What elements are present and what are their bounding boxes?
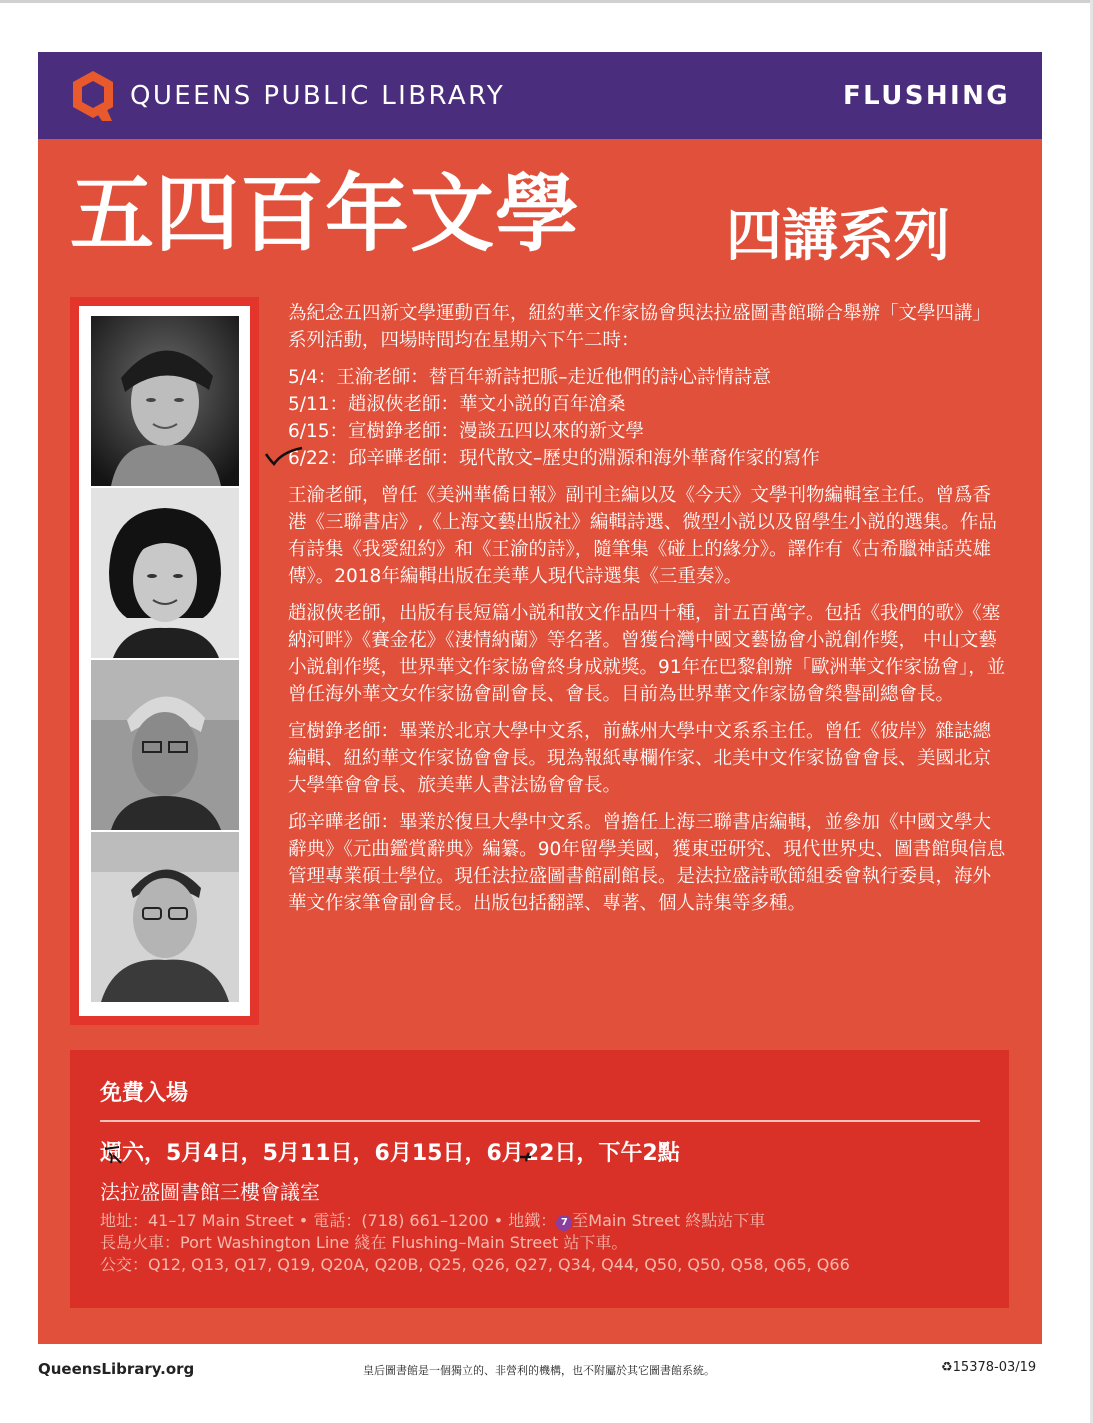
bio-qiu-xinye: 邱辛曄老師：畢業於復旦大學中文系。曾擔任上海三聯書店編輯，並參加《中國文學大辭典》《元曲鑑賞辭典》編纂。90年留學美國，獲東亞研究、現代世界史、圖書館與信息管理專業碩士學位。現任法拉盛圖書館副館長。是法拉盛詩歌節組委會執行委員，海外華文作家筆會副會長。出版包括翻譯、專著、個人詩集等多種。 (288, 812, 1006, 914)
address-block (100, 1210, 850, 1276)
intro-paragraph: 為紀念五四新文學運動百年，紐約華文作家協會與法拉盛圖書館聯合舉辦「文學四講」系列活動，四場時間均在星期六下午二時： (288, 303, 992, 351)
event-info-box (70, 1050, 1009, 1308)
event-dates: 週六，5月4日，5月11日，6月15日，6月22日，下午2點 (100, 1141, 680, 1166)
footer-code: ♻15378-03/19 (941, 1360, 1037, 1375)
subway-line-icon: 7 (556, 1215, 572, 1231)
queens-library-logo-icon (70, 69, 116, 123)
speaker-photo-3 (91, 660, 239, 830)
header-bar (38, 52, 1042, 139)
schedule-item: 6/15：宣樹錚老師：漫談五四以來的新文學 (288, 421, 645, 442)
speaker-photo-column (79, 306, 250, 1016)
speaker-photo-1 (91, 316, 239, 486)
branch-name: FLUSHING (843, 81, 1010, 111)
free-entry-title: 免費入場 (100, 1081, 189, 1106)
schedule-item: 5/11：趙淑俠老師：華文小説的百年滄桑 (288, 394, 626, 415)
schedule-item: 5/4：王渝老師：替百年新詩把脈–走近他們的詩心詩情詩意 (288, 367, 772, 388)
flyer (38, 52, 1042, 1344)
address-line: 地址：41–17 Main Street • 電話：(718) 661–1200 • 地鐵： 7 至Main Street 終點站下車 (100, 1211, 766, 1230)
handwritten-mark-icon (517, 1143, 537, 1165)
footer-disclaimer: 皇后圖書館是一個獨立的、非營利的機構，也不附屬於其它圖書館系統。 (363, 1364, 715, 1377)
bio-wang-yu: 王渝老師，曾任《美洲華僑日報》副刊主編以及《今天》文學刊物編輯室主任。曾爲香港《三聯書店》,《上海文藝出版社》編輯詩選、微型小説以及留學生小説的選集。作品有詩集《我愛紐約》和《王渝的詩》，隨筆集《碰上的緣分》。譯作有《古希臘神話英雄傳》。2018年編輯出版在美華人現代詩選集《三重奏》。 (288, 485, 997, 587)
handwritten-mark-icon (101, 1143, 123, 1165)
bio-zhao-shuxia: 趙淑俠老師，出版有長短篇小説和散文作品四十種，計五百萬字。包括《我們的歌》《塞納河畔》《賽金花》《淒情納蘭》等名著。曾獲台灣中國文藝協會小説創作獎， 中山文藝小説創作獎，世界華文作家協會終身成就獎。91年在巴黎創辦「歐洲華文作家協會」，並曾任海外華文女作家協會副會長、會長。目前為世界華文作家協會榮譽副總會長。 (288, 603, 1006, 705)
library-name: QUEENS PUBLIC LIBRARY (130, 81, 506, 111)
speaker-photo-frame (70, 297, 259, 1025)
sub-title: 四講系列 (726, 204, 950, 269)
handwritten-check-icon (264, 446, 304, 466)
page-top-border (0, 0, 1093, 3)
speaker-photo-2 (91, 488, 239, 658)
main-content (288, 300, 1008, 927)
event-venue: 法拉盛圖書館三樓會議室 (100, 1180, 320, 1204)
website-link[interactable]: QueensLibrary.org (38, 1360, 195, 1378)
recycle-icon: ♻ (941, 1360, 953, 1375)
divider (100, 1120, 980, 1122)
bus-line: 公交：Q12, Q13, Q17, Q19, Q20A, Q20B, Q25, Q26, Q27, Q34, Q44, Q50, Q50, Q58, Q65, Q66 (100, 1255, 850, 1274)
bio-xuan-shuzheng: 宣樹錚老師：畢業於北京大學中文系，前蘇州大學中文系系主任。曾任《彼岸》雜誌總編輯、紐約華文作家協會會長。現為報紙專欄作家、北美中文作家協會會長、美國北京大學筆會會長、旅美華人書法協會會長。 (288, 721, 992, 796)
main-title: 五四百年文學 (70, 165, 581, 263)
schedule-item: 6/22：邱辛曄老師：現代散文–歷史的淵源和海外華裔作家的寫作 (288, 448, 820, 469)
schedule-list (288, 364, 1008, 472)
speaker-photo-4 (91, 832, 239, 1002)
lirr-line: 長島火車：Port Washington Line 綫在 Flushing–Main Street 站下車。 (100, 1233, 628, 1252)
